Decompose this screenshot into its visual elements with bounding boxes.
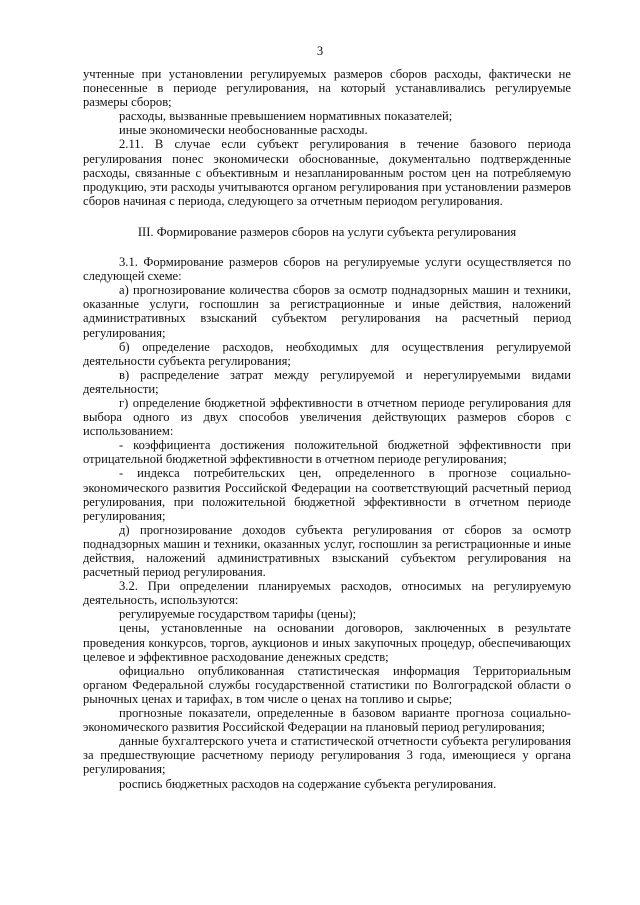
list-item-d: д) прогнозирование доходов субъекта регулирования от сборов за осмотр поднадзорных машин и техники, оказанных услуг, госпошлин за регистрационные и иные действия, наложений административных взысканий субъектом регулирования на расчетный период регулирования.: [83, 522, 571, 580]
document-body: [83, 67, 571, 791]
list-item-a: а) прогнозирование количества сборов за осмотр поднадзорных машин и техники, оказанные услуги, госпошлин за регистрационные и иные действия, наложений административных взысканий субъектом регулирования на расчетный период регулирования;: [83, 283, 571, 340]
list-item-v: в) распределение затрат между регулируемой и нерегулируемыми видами деятельности;: [83, 367, 571, 396]
list-item-g: г) определение бюджетной эффективности в отчетном периоде регулирования для выбора одного из двух способов увеличения действующих размеров сборов с использованием:: [83, 395, 571, 439]
list-item: официально опубликованная статистическая информация Территориальным органом Федеральной службы государственной статистики по Волгоградской области о рыночных ценах и тарифах, в том числе о ценах на топливо и сырье;: [83, 663, 571, 706]
paragraph: расходы, вызванные превышением нормативных показателей;: [119, 109, 453, 124]
paragraph-3-1: 3.1. Формирование размеров сборов на регулируемые услуги осуществляется по следующей схеме:: [83, 255, 571, 284]
page-number: 3: [316, 44, 324, 58]
paragraph: иные экономически необоснованные расходы.: [119, 123, 368, 138]
section-heading: III. Формирование размеров сборов на услуги субъекта регулирования: [137, 224, 517, 239]
list-item-dash-2: - индекса потребительских цен, определенного в прогнозе социально-экономического развития Российской Федерации на соответствующий расчетный период регулирования, при положительной бюджетной эффективности в отчетном периоде регулирования;: [83, 466, 571, 523]
list-item-dash-1: - коэффициента достижения положительной бюджетной эффективности при отрицательной бюджетной эффективности в отчетном периоде регулирования;: [83, 438, 571, 467]
list-item: данные бухгалтерского учета и статистической отчетности субъекта регулирования за предшествующие расчетному периоду регулирования 3 года, имеющиеся у органа регулирования;: [83, 734, 571, 777]
paragraph-3-2: 3.2. При определении планируемых расходов, относимых на регулируемую деятельность, используются:: [83, 579, 571, 608]
paragraph: учтенные при установлении регулируемых размеров сборов расходы, фактически не понесенные в периоде регулирования, на который устанавливались регулируемые размеры сборов;: [83, 67, 571, 110]
list-item: прогнозные показатели, определенные в базовом варианте прогноза социально-экономического развития Российской Федерации на плановый период регулирования;: [83, 706, 571, 735]
list-item: роспись бюджетных расходов на содержание субъекта регулирования.: [119, 776, 497, 791]
list-item-b: б) определение расходов, необходимых для осуществления регулируемой деятельности субъекта регулирования;: [83, 339, 571, 368]
paragraph-2-11: 2.11. В случае если субъект регулирования в течение базового периода регулирования понес экономически обоснованные, документально подтвержденные расходы, связанные с объективным и незапланированным ростом цен на потребляемую продукцию, эти расходы учитываются органом регулирования при установлении размеров сборов начиная с периода, следующего за отчетным периодом регулирования.: [83, 137, 571, 208]
list-item: цены, установленные на основании договоров, заключенных в результате проведения конкурсов, торгов, аукционов и иных закупочных процедур, обеспечивающих целевое и эффективное расходование денежных средств;: [83, 621, 571, 664]
list-item: регулируемые государством тарифы (цены);: [119, 607, 357, 622]
